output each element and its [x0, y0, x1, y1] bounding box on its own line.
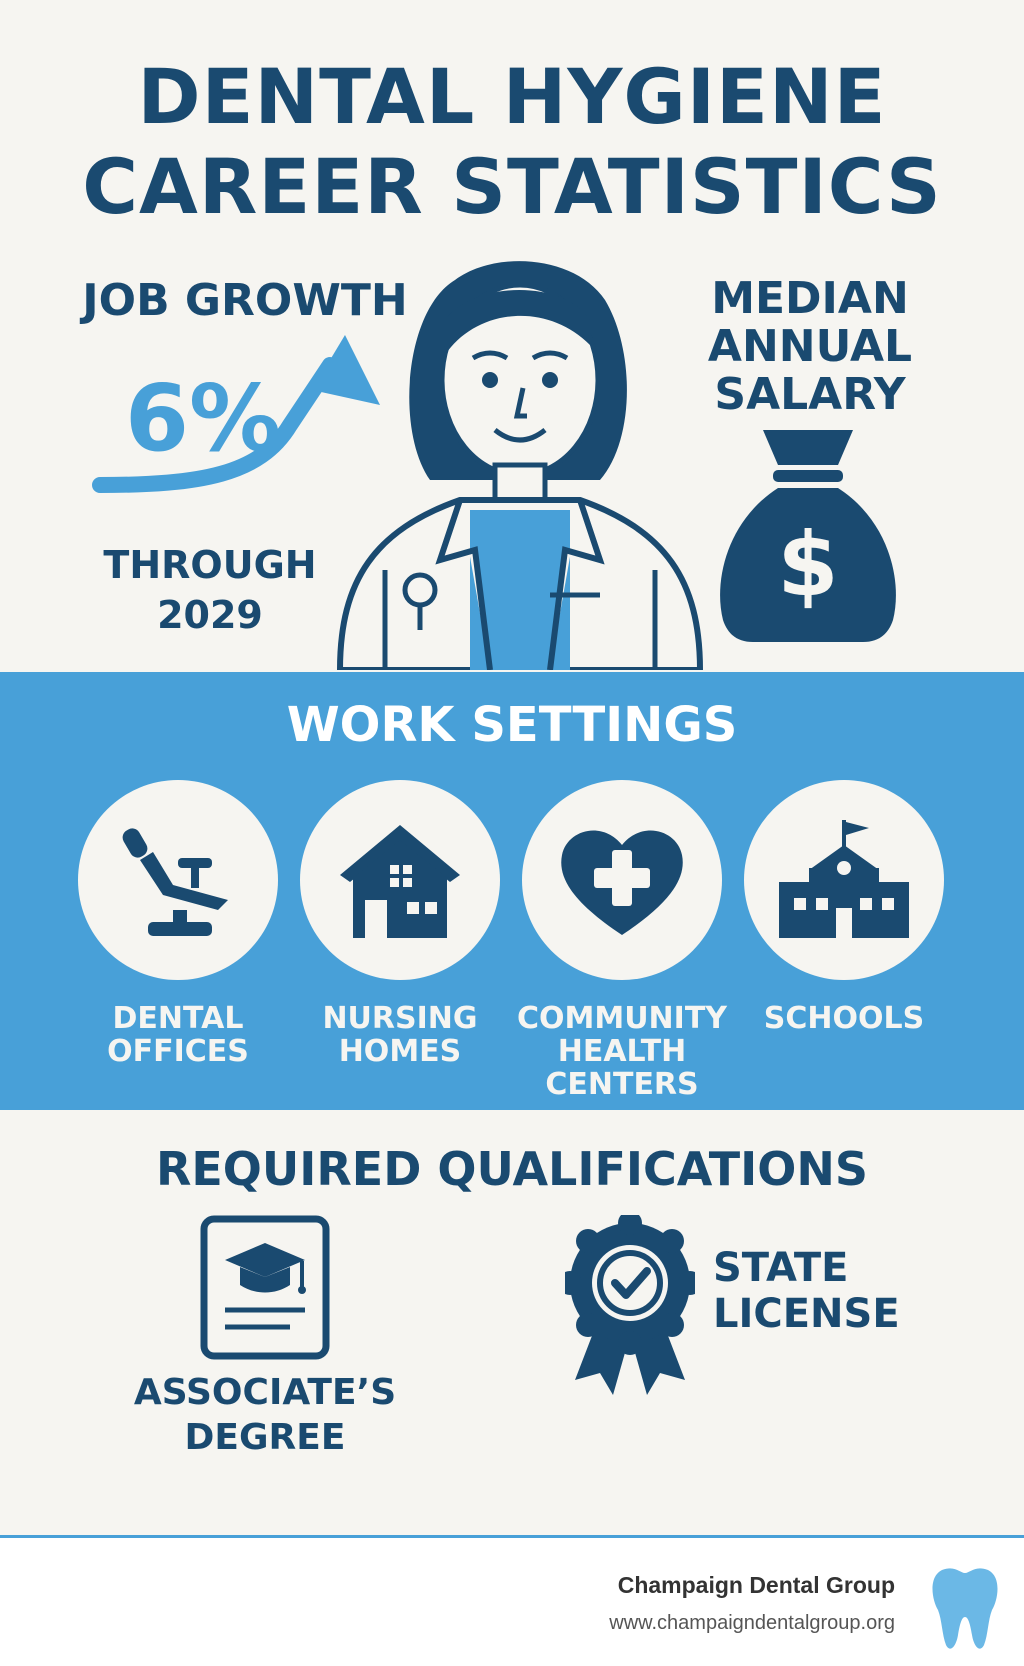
- award-ribbon-icon: [565, 1215, 695, 1405]
- qualifications-title: REQUIRED QUALIFICATIONS: [155, 1142, 869, 1196]
- growth-value: 6%: [125, 365, 282, 472]
- footer: [0, 1538, 1024, 1666]
- setting-circle: [300, 780, 500, 980]
- tooth-icon: [930, 1565, 1000, 1650]
- license-label: [713, 1245, 973, 1337]
- org-url[interactable]: www.champaigndentalgroup.org: [609, 1612, 895, 1634]
- setting-community-health-centers: [512, 780, 732, 1101]
- label-line: COMMUNITY: [516, 1001, 728, 1036]
- through-line-2: 2029: [157, 593, 263, 637]
- label-line: HOMES: [338, 1034, 462, 1069]
- setting-circle: [522, 780, 722, 980]
- money-bag-icon: [718, 430, 898, 645]
- label-line: SCHOOLS: [763, 1001, 925, 1036]
- setting-circle: [744, 780, 944, 980]
- label-line: NURSING: [322, 1001, 478, 1036]
- label-line: CENTERS: [545, 1067, 699, 1102]
- salary-line-2: ANNUAL: [707, 321, 913, 372]
- salary-label: [690, 275, 930, 419]
- title-line-1: DENTAL HYGIENE: [137, 52, 887, 141]
- through-line-1: THROUGH: [103, 543, 317, 587]
- setting-dental-offices: [68, 780, 288, 1068]
- degree-label: [120, 1370, 410, 1460]
- license-line-1: STATE: [713, 1245, 849, 1291]
- page-title: [0, 52, 1024, 232]
- degree-line-2: DEGREE: [184, 1417, 346, 1458]
- heart-cross-icon: [557, 820, 687, 940]
- through-label: [95, 540, 325, 640]
- title-line-2: CAREER STATISTICS: [82, 142, 942, 231]
- setting-label: [734, 1002, 954, 1035]
- setting-circle: [78, 780, 278, 980]
- label-line: OFFICES: [107, 1034, 249, 1069]
- org-name: Champaign Dental Group: [617, 1572, 895, 1598]
- dental-chair-icon: [118, 820, 238, 940]
- setting-schools: [734, 780, 954, 1035]
- svg-text:$: $: [777, 513, 839, 616]
- setting-nursing-homes: [290, 780, 510, 1068]
- job-growth-label: JOB GROWTH: [82, 275, 408, 326]
- salary-line-1: MEDIAN: [711, 273, 909, 324]
- work-settings-title: WORK SETTINGS: [286, 697, 738, 753]
- setting-label: [68, 1002, 288, 1068]
- label-line: DENTAL: [112, 1001, 244, 1036]
- house-icon: [335, 820, 465, 940]
- license-line-2: LICENSE: [713, 1291, 900, 1337]
- school-icon: [774, 820, 914, 940]
- salary-line-3: SALARY: [714, 369, 906, 420]
- setting-label: [512, 1002, 732, 1101]
- diploma-icon: [200, 1215, 330, 1360]
- degree-line-1: ASSOCIATE’S: [133, 1372, 397, 1413]
- label-line: HEALTH: [557, 1034, 687, 1069]
- hygienist-illustration: [335, 250, 705, 670]
- setting-label: [290, 1002, 510, 1068]
